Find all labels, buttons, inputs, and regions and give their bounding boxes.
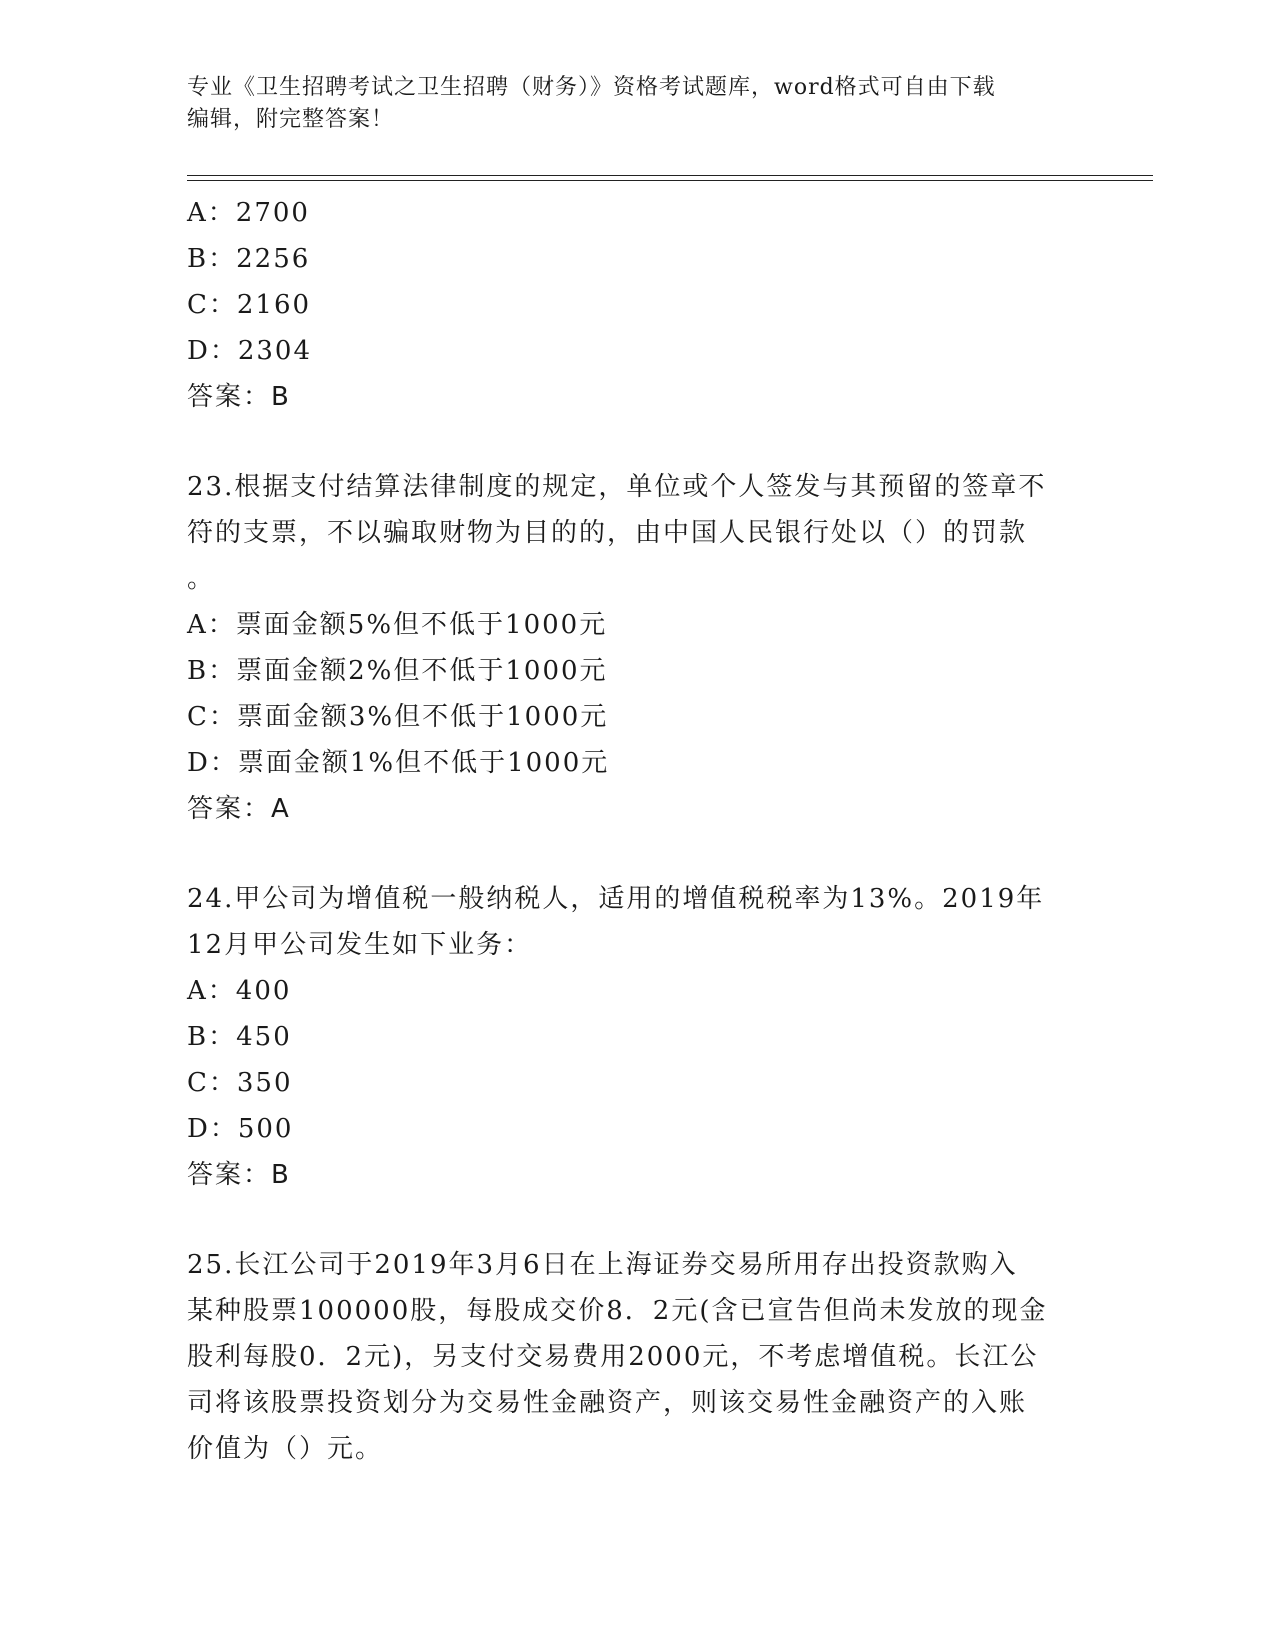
- question-text: [187, 464, 1077, 602]
- question-text: [187, 876, 1077, 968]
- question-text-line: 24.甲公司为增值税一般纳税人，适用的增值税税率为13%。2019年: [187, 884, 1045, 914]
- option-d: D：2304: [187, 336, 313, 366]
- answer-line: 答案：A: [187, 794, 291, 824]
- option-d: D：票面金额1%但不低于1000元: [187, 748, 610, 778]
- question-22-block: [187, 190, 1087, 420]
- question-text-line: 符的支票，不以骗取财物为目的的，由中国人民银行处以（）的罚款: [187, 518, 1028, 548]
- option-a: A：票面金额5%但不低于1000元: [187, 610, 608, 640]
- option-d: D：500: [187, 1114, 294, 1144]
- header-line-1: 专业《卫生招聘考试之卫生招聘（财务）》资格考试题库，word格式可自由下载: [187, 75, 996, 100]
- question-text: [187, 1242, 1077, 1472]
- header-divider-top: [187, 175, 1153, 176]
- option-a: A：2700: [187, 198, 310, 228]
- question-text-line: 。: [187, 564, 216, 594]
- question-text-line: 12月甲公司发生如下业务：: [187, 930, 533, 960]
- question-text-line: 某种股票100000股，每股成交价8．2元(含已宣告但尚未发放的现金: [187, 1296, 1048, 1326]
- question-25-block: [187, 1242, 1087, 1472]
- question-text-line: 25.长江公司于2019年3月6日在上海证券交易所用存出投资款购入: [187, 1250, 1018, 1280]
- header-divider-bottom: [187, 180, 1153, 181]
- option-c: C：350: [187, 1068, 293, 1098]
- option-b: B：450: [187, 1022, 292, 1052]
- answer-line: 答案：B: [187, 1160, 291, 1190]
- question-text-line: 价值为（）元。: [187, 1434, 384, 1464]
- option-b: B：票面金额2%但不低于1000元: [187, 656, 608, 686]
- document-body: [187, 190, 1087, 1472]
- question-text-line: 股利每股0．2元)，另支付交易费用2000元，不考虑增值税。长江公: [187, 1342, 1039, 1372]
- question-23-block: [187, 464, 1087, 832]
- document-header: [187, 72, 1087, 136]
- question-text-line: 23.根据支付结算法律制度的规定，单位或个人签发与其预留的签章不: [187, 472, 1047, 502]
- header-line-2: 编辑，附完整答案！: [187, 107, 395, 132]
- option-b: B：2256: [187, 244, 311, 274]
- question-24-block: [187, 876, 1087, 1198]
- question-text-line: 司将该股票投资划分为交易性金融资产，则该交易性金融资产的入账: [187, 1388, 1028, 1418]
- option-a: A：400: [187, 976, 292, 1006]
- answer-line: 答案：B: [187, 382, 291, 412]
- option-c: C：票面金额3%但不低于1000元: [187, 702, 609, 732]
- option-c: C：2160: [187, 290, 312, 320]
